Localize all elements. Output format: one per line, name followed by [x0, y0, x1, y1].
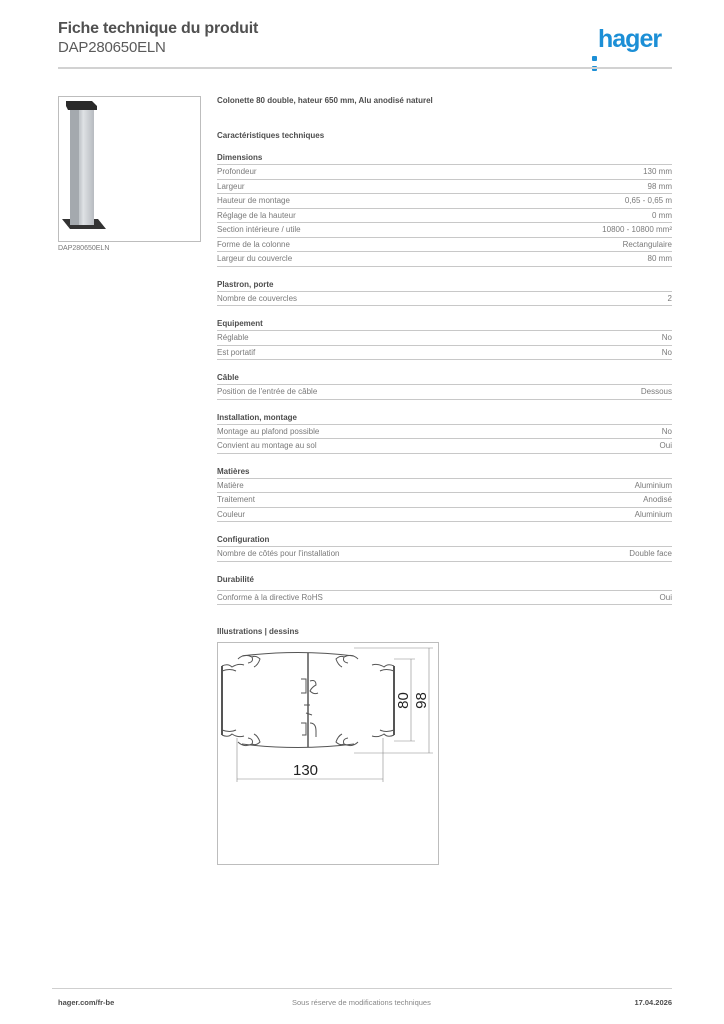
spec-value: 80 mm: [647, 254, 672, 263]
spec-label: Hauteur de montage: [217, 196, 290, 205]
group-title: Durabilité: [217, 573, 672, 591]
footer-divider: [52, 988, 672, 989]
dimension-outer-height-label: 98: [412, 692, 430, 709]
spec-row: [217, 508, 672, 523]
spec-label: Montage au plafond possible: [217, 426, 320, 436]
spec-value: 0 mm: [652, 210, 672, 220]
spec-value: Rectangulaire: [622, 239, 672, 249]
footer-website-link[interactable]: hager.com/fr-be: [58, 998, 115, 1007]
spec-value: 98 mm: [647, 181, 672, 191]
group-title: Dimensions: [217, 151, 672, 165]
spec-label: Est portatif: [217, 347, 256, 357]
spec-row: [217, 180, 672, 195]
spec-value: No: [661, 333, 672, 342]
illustrations-heading: Illustrations | dessins: [217, 627, 299, 636]
spec-row: [217, 493, 672, 508]
spec-value: Anodisé: [643, 495, 672, 504]
spec-row: [217, 194, 672, 209]
spec-row: [217, 223, 672, 238]
hager-logo: [592, 25, 661, 54]
spec-value: Oui: [659, 441, 672, 450]
group-durabilite: [217, 573, 672, 606]
specifications: [217, 95, 672, 639]
group-installation: [217, 411, 672, 454]
group-dimensions: [217, 151, 672, 267]
footer-disclaimer: Sous réserve de modifications techniques: [292, 998, 431, 1007]
spec-label: Largeur du couvercle: [217, 254, 293, 263]
spec-value: Dessous: [640, 387, 672, 396]
group-title: Matières: [217, 465, 672, 479]
spec-label: Position de l'entrée de câble: [217, 387, 318, 396]
spec-row: [217, 346, 672, 361]
cross-section-drawing-icon: [218, 643, 438, 864]
spec-row: [217, 252, 672, 267]
spec-label: Largeur: [217, 181, 245, 191]
spec-label: Nombre de couvercles: [217, 293, 298, 303]
spec-row: [217, 292, 672, 307]
dimension-inner-height-label: 80: [394, 692, 412, 709]
product-name: Colonette 80 double, hateur 650 mm, Alu anodisé naturel: [217, 96, 433, 105]
column-product-photo-icon: [59, 97, 200, 241]
spec-row: [217, 425, 672, 440]
logo-text: hager: [598, 25, 662, 53]
characteristics-heading: Caractéristiques techniques: [217, 131, 325, 140]
spec-label: Section intérieure / utile: [217, 225, 301, 234]
group-configuration: [217, 533, 672, 562]
group-title: Plastron, porte: [217, 278, 672, 292]
spec-label: Réglable: [217, 333, 249, 342]
spec-row: [217, 331, 672, 346]
spec-value: Aluminium: [634, 480, 672, 490]
drawing-frame: [217, 642, 439, 865]
spec-value: 0,65 - 0,65 m: [624, 196, 672, 205]
group-title: Installation, montage: [217, 411, 672, 425]
spec-row: [217, 439, 672, 454]
spec-row: [217, 165, 672, 180]
spec-row: [217, 209, 672, 224]
spec-row: [217, 547, 672, 562]
page-title: Fiche technique du produit: [58, 20, 259, 37]
product-image-frame: [58, 96, 201, 242]
spec-label: Couleur: [217, 509, 246, 519]
spec-value: No: [661, 347, 672, 357]
spec-value: Aluminium: [634, 509, 672, 519]
group-matieres: [217, 465, 672, 523]
spec-value: 2: [667, 293, 672, 303]
spec-label: Profondeur: [217, 167, 257, 176]
spec-label: Matière: [217, 480, 244, 490]
spec-label: Forme de la colonne: [217, 239, 290, 249]
spec-row: [217, 238, 672, 253]
spec-row: [217, 479, 672, 494]
spec-value: Double face: [629, 549, 672, 558]
spec-label: Nombre de côtés pour l'installation: [217, 549, 340, 558]
group-equipement: [217, 317, 672, 360]
header-divider: [58, 67, 672, 69]
group-plastron: [217, 278, 672, 307]
spec-value: No: [661, 426, 672, 436]
group-title: Configuration: [217, 533, 672, 547]
spec-label: Convient au montage au sol: [217, 441, 317, 450]
spec-value: 10800 - 10800 mm²: [602, 225, 672, 234]
group-title: Equipement: [217, 317, 672, 331]
spec-row: [217, 591, 672, 606]
product-image-caption: DAP280650ELN: [58, 245, 110, 252]
product-reference: DAP280650ELN: [58, 39, 166, 56]
dimension-width-label: 130: [293, 762, 319, 779]
group-title: Câble: [217, 371, 672, 385]
group-cable: [217, 371, 672, 400]
spec-value: 130 mm: [643, 167, 672, 176]
spec-row: [217, 385, 672, 400]
spec-label: Traitement: [217, 495, 255, 504]
footer-date: 17.04.2026: [634, 998, 672, 1007]
spec-label: Conforme à la directive RoHS: [217, 592, 323, 602]
spec-value: Oui: [659, 592, 672, 602]
spec-label: Réglage de la hauteur: [217, 210, 296, 220]
